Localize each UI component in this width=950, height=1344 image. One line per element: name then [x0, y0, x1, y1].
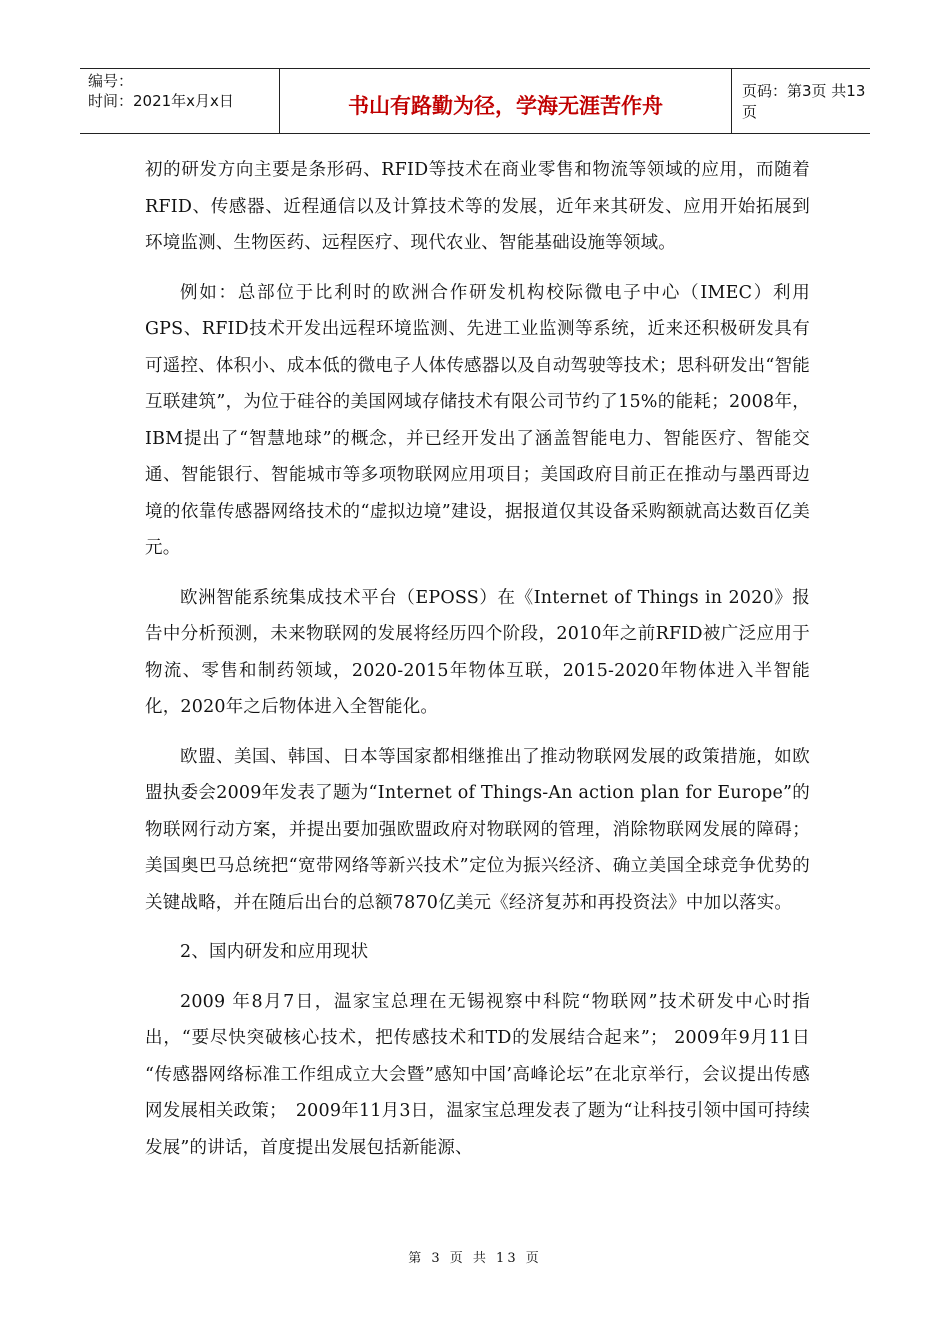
- header-motto: 书山有路勤为径，学海无涯苦作舟: [280, 69, 732, 133]
- paragraph: 初的研发方向主要是条形码、RFID等技术在商业零售和物流等领域的应用，而随着RFID、传感器、近程通信以及计算技术等的发展，近年来其研发、应用开始拓展到环境监测、生物医药、远程医疗、现代农业、智能基础设施等领域。: [145, 160, 810, 253]
- paragraph: 欧盟、美国、韩国、日本等国家都相继推出了推动物联网发展的政策措施，如欧盟执委会2009年发表了题为“Internet of Things-An action plan for Europe”的物联网行动方案，并提出要加强欧盟政府对物联网的管理，消除物联网发展的障碍；美国奥巴马总统把“宽带网络等新兴技术”定位为振兴经济、确立美国全球竞争优势的关键战略，并在随后出台的总额7870亿美元《经济复苏和再投资法》中加以落实。: [145, 746, 810, 913]
- paragraph: 欧洲智能系统集成技术平台（EPOSS）在《Internet of Things in 2020》报告中分析预测，未来物联网的发展将经历四个阶段，2010年之前RFID被广泛应用于物流、零售和制药领域，2020-2015年物体互联，2015-2020年物体进入半智能化，2020年之后物体进入全智能化。: [145, 587, 810, 717]
- time-label: 时间：2021年x月x日: [88, 92, 234, 110]
- page-footer: 第 3 页 共 13 页: [408, 1251, 542, 1266]
- document-body: [145, 152, 810, 1179]
- paragraph: 例如：总部位于比利时的欧洲合作研发机构校际微电子中心（IMEC）利用GPS、RFID技术开发出远程环境监测、先进工业监测等系统，近来还积极研发具有可遥控、体积小、成本低的微电子人体传感器以及自动驾驶等技术；思科研发出“智能互联建筑”，为位于硅谷的美国网域存储技术有限公司节约了15%的能耗；2008年，IBM提出了“智慧地球”的概念，并已经开发出了涵盖智能电力、智能医疗、智能交通、智能银行、智能城市等多项物联网应用项目；美国政府目前正在推动与墨西哥边境的依靠传感器网络技术的“虚拟边境”建设，据报道仅其设备采购额就高达数百亿美元。: [145, 282, 810, 558]
- page-header: [80, 68, 870, 134]
- paragraph: 2009 年8月7日，温家宝总理在无锡视察中科院“物联网”技术研发中心时指出，“要尽快突破核心技术，把传感技术和TD的发展结合起来”； 2009年9月11日 “传感器网络标准工作组成立大会暨”感知中国’高峰论坛”在北京举行，会议提出传感网发展相关政策； 2009年11月3日，温家宝总理发表了题为“让科技引领中国可持续发展”的讲话，首度提出发展包括新能源、: [145, 991, 810, 1158]
- code-label: 编号：: [88, 72, 134, 90]
- section-heading: 2、国内研发和应用现状: [180, 942, 369, 962]
- header-page-info: 页码：第3页 共13页: [742, 82, 866, 121]
- header-meta: [80, 69, 280, 133]
